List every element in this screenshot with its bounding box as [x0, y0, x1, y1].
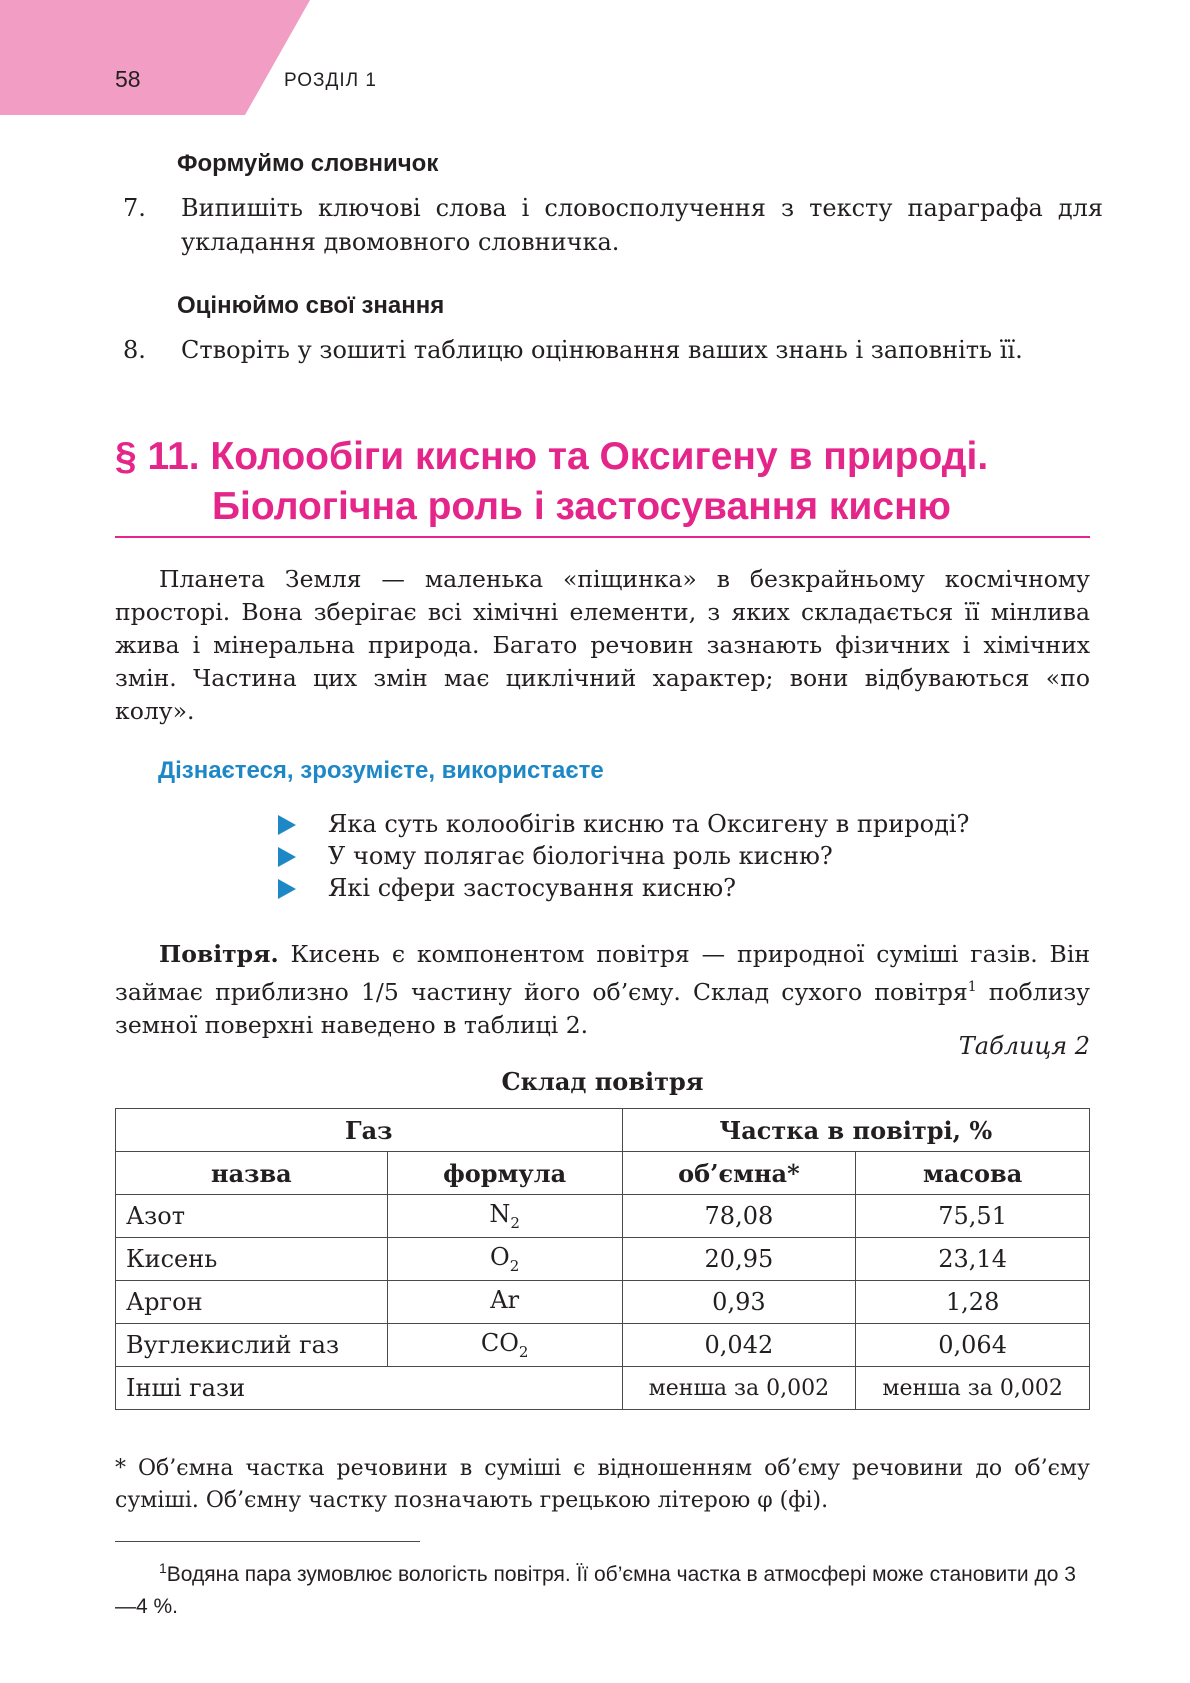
table-title: Склад повітря: [501, 1067, 704, 1096]
column-header-name: назва: [116, 1152, 388, 1195]
learning-goals-list: [278, 808, 1038, 904]
table-row: [116, 1281, 1090, 1324]
section-title: [115, 432, 1090, 532]
column-header-volume: об’ємна*: [622, 1152, 856, 1195]
learning-goal-item: Які сфери застосування кисню?: [278, 872, 1038, 904]
table-label: Таблиця 2: [958, 1032, 1090, 1060]
table-row: [116, 1324, 1090, 1367]
gas-formula: Ar: [387, 1281, 622, 1324]
section-title-line-1: § 11. Колообіги кисню та Оксигену в природі.: [115, 435, 989, 478]
volume-share: 78,08: [622, 1195, 856, 1238]
exercise-number: 8.: [123, 336, 146, 364]
exercise-text: Створіть у зошиті таблицю оцінювання ваших знань і заповніть її.: [181, 336, 1023, 364]
footnote-reference: 1: [967, 979, 977, 995]
volume-share: 0,042: [622, 1324, 856, 1367]
table-note: * Об’ємна частка речовини в суміші є відношенням об’єму речовини до об’єму суміші. Об’ємну частку позначають грецькою літерою φ (фі).: [115, 1456, 1090, 1513]
table-row-other: [116, 1367, 1090, 1410]
footnote-divider: [115, 1541, 420, 1542]
exercise-number: 7.: [123, 194, 146, 222]
table-group-header-row: [116, 1109, 1090, 1152]
heading-assessment: Оцінюймо свої знання: [177, 292, 445, 319]
learning-goal-item: У чому полягає біологічна роль кисню?: [278, 840, 1038, 872]
exercise-text: Випишіть ключові слова і словосполучення з тексту параграфа для укладання двомовного словничка.: [181, 194, 1103, 256]
section-title-line-2: Біологічна роль і застосування кисню: [212, 485, 951, 528]
volume-share: менша за 0,002: [622, 1367, 856, 1410]
footnote: $^1$Водяна пара зумовлює вологість повітря. Її об’ємна частка в атмосфері може становити до 3—4 %.: [115, 1560, 1076, 1618]
gas-name: Кисень: [116, 1238, 388, 1281]
header-corner-decoration: [0, 0, 310, 115]
air-paragraph-lead: Повітря.: [159, 940, 279, 968]
gas-name: Вуглекислий газ: [116, 1324, 388, 1367]
column-header-formula: формула: [387, 1152, 622, 1195]
mass-share: 0,064: [856, 1324, 1090, 1367]
title-underline: [115, 536, 1090, 538]
triangle-bullet-icon: [278, 815, 296, 835]
mass-share: 1,28: [856, 1281, 1090, 1324]
volume-share: 20,95: [622, 1238, 856, 1281]
gas-name: Інші гази: [116, 1367, 623, 1410]
column-header-mass: масова: [856, 1152, 1090, 1195]
mass-share: 75,51: [856, 1195, 1090, 1238]
gas-formula: $CO_2$: [387, 1324, 622, 1367]
table-row: [116, 1195, 1090, 1238]
section-label: РОЗДІЛ 1: [284, 70, 377, 91]
group-header-gas: Газ: [116, 1109, 623, 1152]
volume-share: 0,93: [622, 1281, 856, 1324]
heading-vocabulary: Формуймо словничок: [177, 150, 439, 177]
footnote-mark: 1: [159, 1560, 167, 1576]
air-paragraph: Повітря. Кисень є компонентом повітря — природної суміші газів. Він займає приблизно 1/5 частину його об’єму. Склад сухого повітря$^1$ поблизу земної поверхні наведено в таблиці 2.: [115, 940, 1091, 1039]
triangle-bullet-icon: [278, 847, 296, 867]
table-header-row: [116, 1152, 1090, 1195]
mass-share: менша за 0,002: [856, 1367, 1090, 1410]
gas-formula: $O_2$: [387, 1238, 622, 1281]
gas-name: Азот: [116, 1195, 388, 1238]
table-row: [116, 1238, 1090, 1281]
air-composition-table: [115, 1108, 1090, 1410]
gas-formula: $N_2$: [387, 1195, 622, 1238]
triangle-bullet-icon: [278, 879, 296, 899]
group-header-share: Частка в повітрі, %: [622, 1109, 1089, 1152]
page-number: 58: [115, 66, 141, 92]
learning-goals-heading: Дізнаєтеся, зрозумієте, використаєте: [158, 757, 604, 784]
gas-name: Аргон: [116, 1281, 388, 1324]
learning-goal-item: Яка суть колообігів кисню та Оксигену в природі?: [278, 808, 1038, 840]
intro-paragraph: Планета Земля — маленька «піщинка» в безкрайньому космічному просторі. Вона зберігає всі хімічні елементи, з яких складається її мінлива жива і мінеральна природа. Багато речовин зазнають фізичних і хімічних змін. Частина цих змін має циклічний характер; вони відбуваються «по колу».: [115, 565, 1090, 725]
mass-share: 23,14: [856, 1238, 1090, 1281]
